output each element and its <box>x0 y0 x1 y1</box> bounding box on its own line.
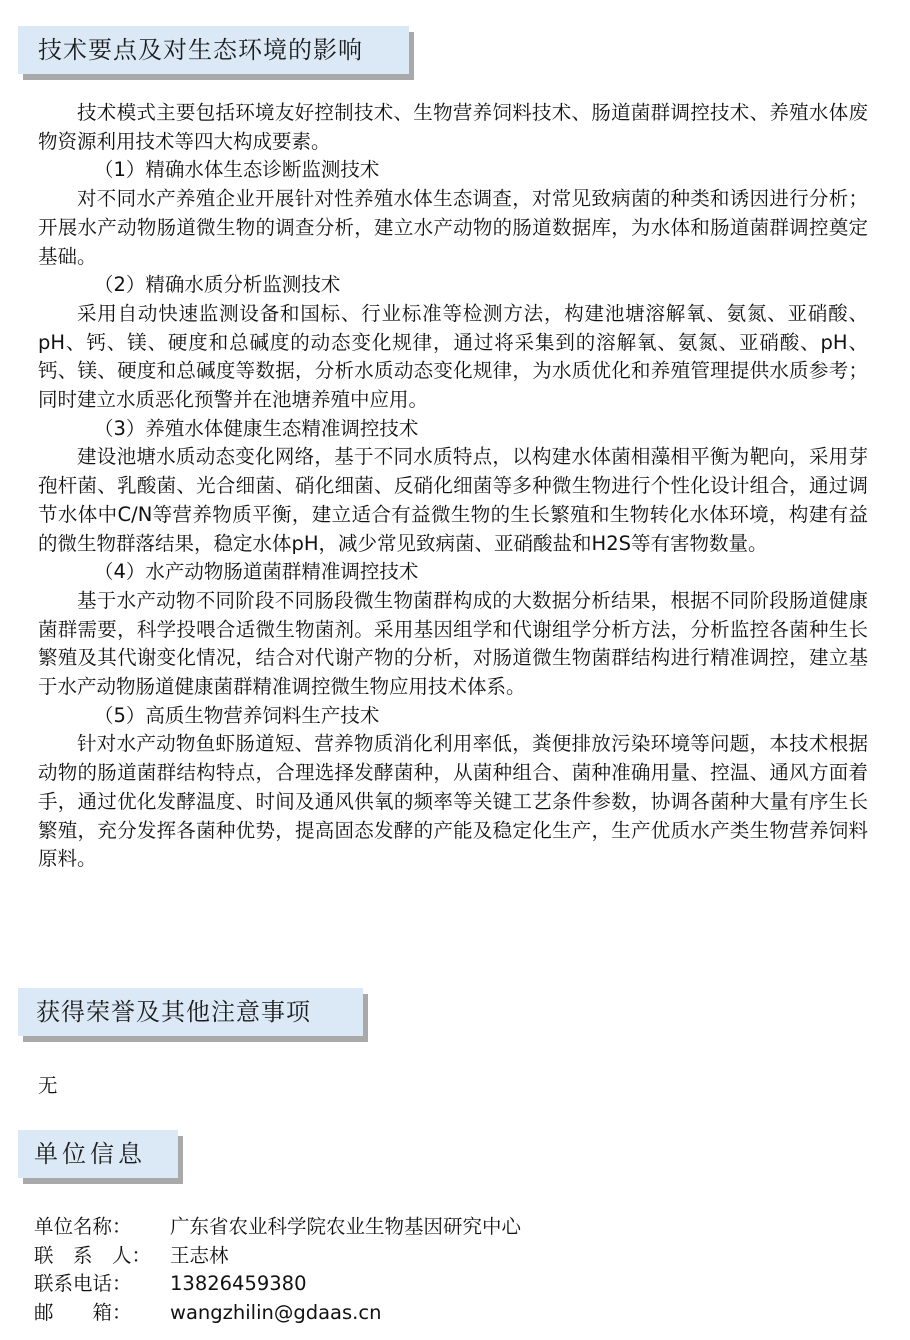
tech-item-5-heading: （5）高质生物营养饲料生产技术 <box>94 703 380 727</box>
unit-name-label: 单位名称： <box>34 1215 132 1238</box>
email-label: 邮 箱： <box>34 1300 132 1324</box>
phone-label: 联系电话： <box>34 1272 132 1295</box>
contact-person-row <box>34 1242 521 1271</box>
unit-name-value: 广东省农业科学院农业生物基因研究中心 <box>170 1215 522 1238</box>
tech-item-5-text: 针对水产动物鱼虾肠道短、营养物质消化利用率低，粪便排放污染环境等问题，本技术根据动物的肠道菌群结构特点，合理选择发酵菌种，从菌种组合、菌种准确用量、控温、通风方面着手，通过优化发酵温度、时间及通风供氧的频率等关键工艺条件参数，协调各菌种大量有序生长繁殖，充分发挥各菌种优势，提高固态发酵的产能及稳定化生产，生产优质水产类生物营养饲料原料。 <box>38 732 868 871</box>
section-title-honors: 获得荣誉及其他注意事项 <box>36 998 311 1026</box>
unit-name-row <box>34 1213 521 1242</box>
tech-item-3-text: 建设池塘水质动态变化网络，基于不同水质特点，以构建水体菌相藻相平衡为靶向，采用芽孢杆菌、乳酸菌、光合细菌、硝化细菌、反硝化细菌等多种微生物进行个性化设计组合，通过调节水体中C/N等营养物质平衡，建立适合有益微生物的生长繁殖和生物转化水体环境，构建有益的微生物群落结果，稳定水体pH，减少常见致病菌、亚硝酸盐和H2S等有害物数量。 <box>38 445 868 555</box>
phone-value: 13826459380 <box>170 1272 307 1295</box>
email-row <box>34 1299 521 1328</box>
honors-text: 无 <box>38 1074 58 1097</box>
tech-item-4-heading: （4）水产动物肠道菌群精准调控技术 <box>94 560 419 584</box>
section-header-honors <box>18 988 363 1036</box>
section-header-unit <box>18 1130 178 1178</box>
tech-intro: 技术模式主要包括环境友好控制技术、生物营养饲料技术、肠道菌群调控技术、养殖水体废物资源利用技术等四大构成要素。 <box>38 101 868 153</box>
email-value: wangzhilin@gdaas.cn <box>170 1300 382 1324</box>
tech-item-2-text: 采用自动快速监测设备和国标、行业标准等检测方法，构建池塘溶解氧、氨氮、亚硝酸、pH、钙、镁、硬度和总碱度的动态变化规律，通过将采集到的溶解氧、氨氮、亚硝酸、pH、钙、镁、硬度和总碱度等数据，分析水质动态变化规律，为水质优化和养殖管理提供水质参考；同时建立水质恶化预警并在池塘养殖中应用。 <box>38 301 868 412</box>
section-header-tech <box>18 26 409 74</box>
tech-item-1-text: 对不同水产养殖企业开展针对性养殖水体生态调查，对常见致病菌的种类和诱因进行分析；开展水产动物肠道微生物的调查分析，建立水产动物的肠道数据库，为水体和肠道菌群调控奠定基础。 <box>38 187 868 268</box>
section-title-tech: 技术要点及对生态环境的影响 <box>38 36 363 64</box>
unit-info <box>34 1213 521 1327</box>
tech-item-2-heading: （2）精确水质分析监测技术 <box>94 273 341 297</box>
tech-item-1-heading: （1）精确水体生态诊断监测技术 <box>94 158 380 182</box>
tech-item-3-heading: （3）养殖水体健康生态精准调控技术 <box>94 416 419 440</box>
section-title-unit: 单位信息 <box>34 1140 146 1168</box>
contact-person-value: 王志林 <box>170 1243 229 1267</box>
contact-person-label: 联 系 人： <box>34 1243 152 1267</box>
phone-row <box>34 1270 521 1299</box>
tech-item-4-text: 基于水产动物不同阶段不同肠段微生物菌群构成的大数据分析结果，根据不同阶段肠道健康菌群需要，科学投喂合适微生物菌剂。采用基因组学和代谢组学分析方法，分析监控各菌种生长繁殖及其代谢变化情况，结合对代谢产物的分析，对肠道微生物菌群结构进行精准调控，建立基于水产动物肠道健康菌群精准调控微生物应用技术体系。 <box>38 588 868 699</box>
tech-body <box>38 99 868 874</box>
